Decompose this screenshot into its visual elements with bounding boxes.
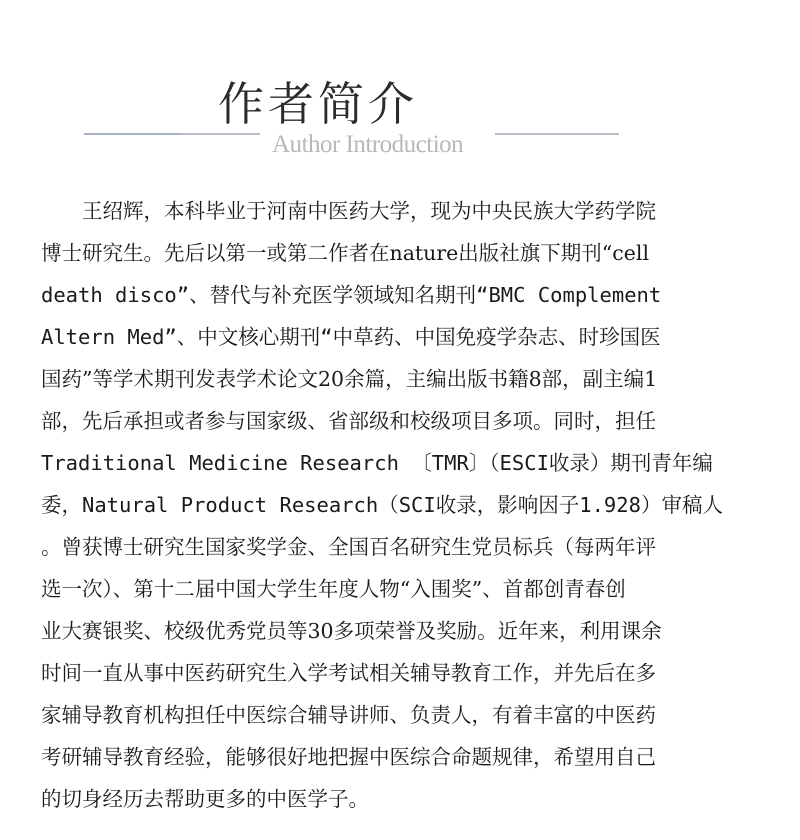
bio-line: Traditional Medicine Research 〔TMR〕（ESCI收录）期刊青年编 <box>41 451 713 475</box>
header <box>0 0 800 170</box>
bio-line: 时间一直从事中医药研究生入学考试相关辅导教育工作，并先后在多 <box>41 661 656 685</box>
bio-line: 家辅导教育机构担任中医综合辅导讲师、负责人，有着丰富的中医药 <box>41 703 656 727</box>
bio-line: 选一次）、第十二届中国大学生年度人物“入围奖”、首都创青春创 <box>41 577 626 601</box>
bio-line: 业大赛银奖、校级优秀党员等30多项荣誉及奖励。近年来，利用课余 <box>41 619 662 643</box>
left-divider-accent <box>84 133 180 135</box>
page-title: 作者简介 <box>218 77 418 131</box>
bio-line: 。曾获博士研究生国家奖学金、全国百名研究生党员标兵（每两年评 <box>41 535 656 559</box>
bio-line: 考研辅导教育经验，能够很好地把握中医综合命题规律，希望用自己 <box>41 745 656 769</box>
bio-line: 委，Natural Product Research（SCI收录，影响因子1.928）审稿人 <box>41 493 723 517</box>
page-subtitle: Author Introduction <box>272 131 464 158</box>
author-bio <box>41 190 761 820</box>
bio-line: 的切身经历去帮助更多的中医学子。 <box>41 787 369 811</box>
right-divider <box>495 133 619 135</box>
bio-line: 博士研究生。先后以第一或第二作者在nature出版社旗下期刊“cell <box>41 241 650 265</box>
bio-line: 王绍辉，本科毕业于河南中医药大学，现为中央民族大学药学院 <box>41 199 656 223</box>
bio-line: Altern Med”、中文核心期刊“中草药、中国免疫学杂志、时珍国医 <box>41 325 661 349</box>
bio-line: 部，先后承担或者参与国家级、省部级和校级项目多项。同时，担任 <box>41 409 656 433</box>
bio-line: death disco”、替代与补充医学领域知名期刊“BMC Complement <box>41 283 662 307</box>
bio-line: 国药”等学术期刊发表学术论文20余篇，主编出版书籍8部，副主编1 <box>41 367 658 391</box>
